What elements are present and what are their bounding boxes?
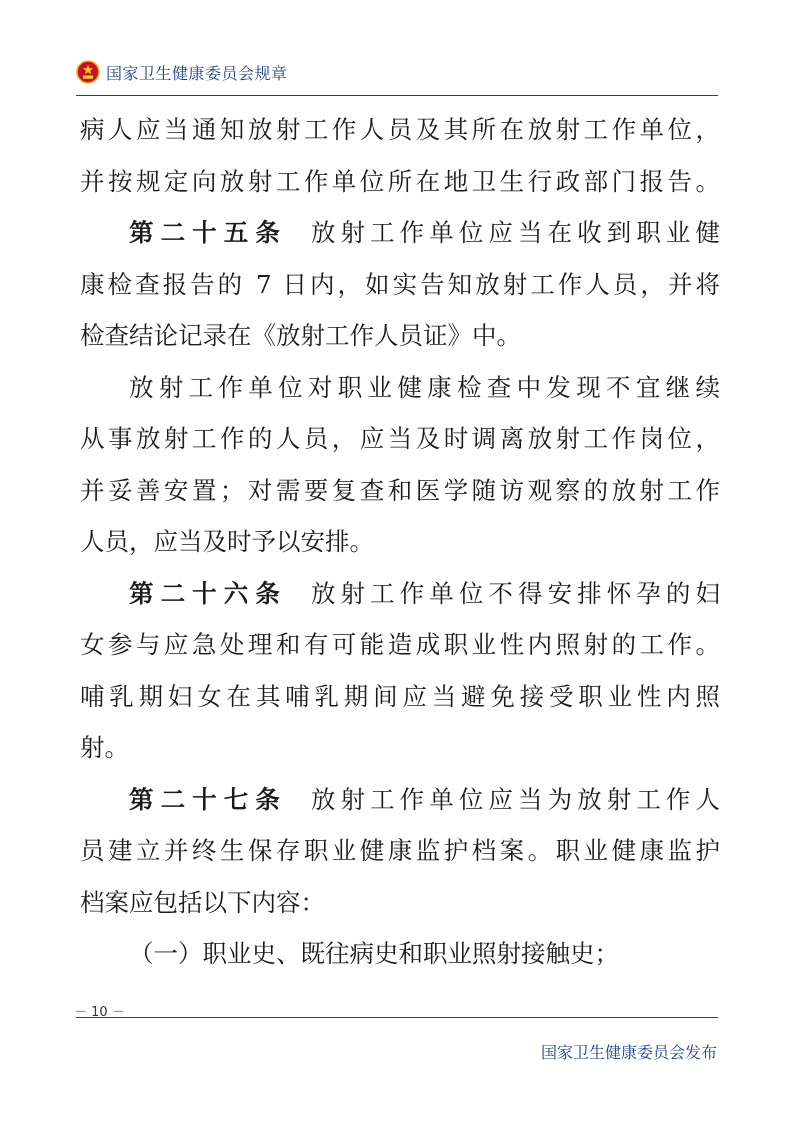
paragraph-line: 放射工作单位对职业健康检查中发现不宜继续 [129,372,720,402]
article-26-label: 第二十六条 [129,578,287,608]
paragraph-line: 射。 [80,733,129,762]
article-25-label: 第二十五条 [129,218,287,247]
footer-publisher: 国家卫生健康委员会发布 [540,1043,717,1062]
document-body [80,104,720,980]
paragraph-line: 并妥善安置；对需要复查和医学随访观察的放射工作 [80,475,720,505]
paragraph-line: 哺乳期妇女在其哺乳期间应当避免接受职业性内照 [80,681,720,711]
list-item: （一）职业史、既往病史和职业照射接触史； [129,939,619,968]
footer-divider [76,1017,718,1018]
article-25-text: 放射工作单位应当在收到职业健 [310,218,721,247]
paragraph-line: 康检查报告的 7 日内，如实告知放射工作人员，并将 [80,269,720,299]
page-header [76,57,288,87]
paragraph-line: 档案应包括以下内容： [80,887,325,917]
paragraph-line: 女参与应急处理和有可能造成职业性内照射的工作。 [80,630,720,659]
paragraph-line: 从事放射工作的人员，应当及时调离放射工作岗位， [80,424,720,453]
article-26-text: 放射工作单位不得安排怀孕的妇 [310,578,721,608]
paragraph-line: 检查结论记录在《放射工作人员证》中。 [80,321,521,350]
page-number: － 10 － [74,1005,125,1020]
article-25-line [80,207,720,259]
article-27-label: 第二十七条 [129,784,287,814]
article-27-line [80,774,720,826]
paragraph-line: 并按规定向放射工作单位所在地卫生行政部门报告。 [80,166,720,196]
article-27-text: 放射工作单位应当为放射工作人 [310,784,721,814]
paragraph-line: 人员，应当及时予以安排。 [80,527,374,556]
national-emblem-icon [76,60,100,84]
header-title: 国家卫生健康委员会规章 [106,63,288,83]
header-divider [76,95,718,96]
paragraph-line: 员建立并终生保存职业健康监护档案。职业健康监护 [80,836,720,865]
article-26-line [80,568,720,620]
paragraph-line: 病人应当通知放射工作人员及其所在放射工作单位， [80,115,720,144]
